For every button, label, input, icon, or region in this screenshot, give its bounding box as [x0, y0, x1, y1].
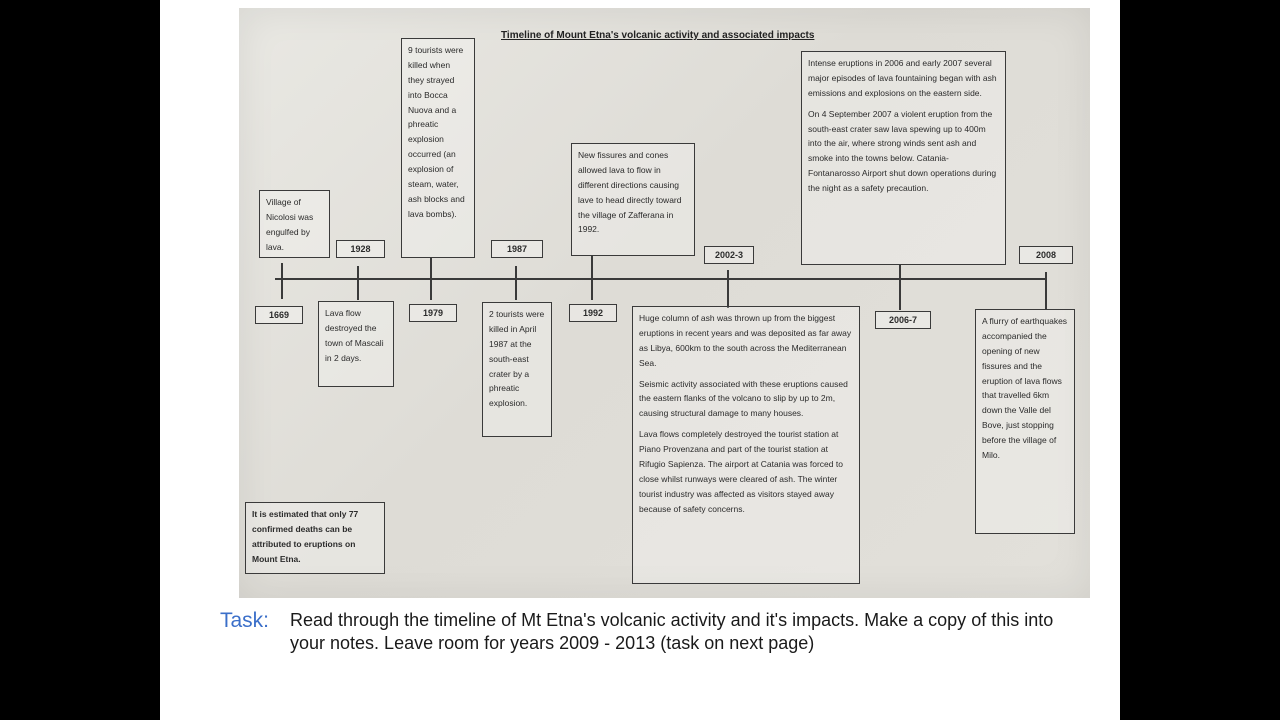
tick-1992 [591, 256, 593, 300]
event-1987-year: 1987 [491, 240, 543, 258]
event-1979-box: 9 tourists were killed when they strayed into Bocca Nuova and a phreatic explosion occurred (an explosion of steam, water, ash blocks and lava bombs). [401, 38, 475, 258]
tick-2008 [1045, 272, 1047, 310]
tick-1979 [430, 258, 432, 300]
event-1928-box: Lava flow destroyed the town of Mascali in 2 days. [318, 301, 394, 387]
event-1987-box: 2 tourists were killed in April 1987 at the south-east crater by a phreatic explosion. [482, 302, 552, 437]
task-label: Task: [220, 609, 270, 632]
event-2002-3-para-1: Huge column of ash was thrown up from the biggest eruptions in recent years and was deposited as far away as Libya, 600km to the south across the Mediterranean Sea. [639, 313, 852, 368]
deaths-footnote-box: It is estimated that only 77 confirmed deaths can be attributed to eruptions on Mount Etna. [245, 502, 385, 574]
event-1669-year: 1669 [255, 306, 303, 324]
event-1992-year: 1992 [569, 304, 617, 322]
timeline-title: Timeline of Mount Etna's volcanic activity and associated impacts [501, 30, 815, 41]
event-1669-box: Village of Nicolosi was engulfed by lava. [259, 190, 330, 258]
event-1928-year: 1928 [336, 240, 385, 258]
timeline-axis [275, 278, 1047, 280]
tick-1669 [281, 263, 283, 299]
event-1979-year: 1979 [409, 304, 457, 322]
event-2008-year: 2008 [1019, 246, 1073, 264]
event-2002-3-year: 2002-3 [704, 246, 754, 264]
tick-1928 [357, 266, 359, 300]
event-2002-3-box [632, 306, 860, 584]
event-2006-7-year: 2006-7 [875, 311, 931, 329]
timeline-photo [239, 8, 1090, 598]
event-2006-7-para-1: Intense eruptions in 2006 and early 2007 several major episodes of lava fountaining began with ash emissions and explosions on the eastern side. [808, 58, 997, 98]
event-1992-box: New fissures and cones allowed lava to flow in different directions causing lave to head directly toward the village of Zafferana in 1992. [571, 143, 695, 256]
event-2006-7-para-2: On 4 September 2007 a violent eruption from the south-east crater saw lava spewing up to 400m into the air, where strong winds sent ash and smoke into the towns below. Catania-Fontanarosso Airport shut down operations during the night as a safety precaution. [808, 108, 997, 193]
task-instructions: Read through the timeline of Mt Etna's volcanic activity and it's impacts. Make a copy of this into your notes. Leave room for years 2009 - 2013 (task on next page) [290, 610, 1054, 653]
slide [160, 0, 1120, 720]
event-2002-3-para-3: Lava flows completely destroyed the tourist station at Piano Provenzana and part of the tourist station at Rifugio Sapienza. The airport at Catania was forced to close whilst runways were cleared of ash. The winter tourist industry was affected as visitors stayed away because of safety concerns. [639, 429, 843, 514]
event-2008-box: A flurry of earthquakes accompanied the opening of new fissures and the eruption of lava flows that travelled 6km down the Valle del Bove, just stopping before the village of Milo. [975, 309, 1075, 534]
tick-2002-3 [727, 270, 729, 308]
tick-2006-7 [899, 264, 901, 310]
event-2006-7-box [801, 51, 1006, 265]
tick-1987 [515, 266, 517, 300]
event-2002-3-para-2: Seismic activity associated with these eruptions caused the eastern flanks of the volcano to slip by up to 2m, causing structural damage to many houses. [639, 378, 848, 419]
